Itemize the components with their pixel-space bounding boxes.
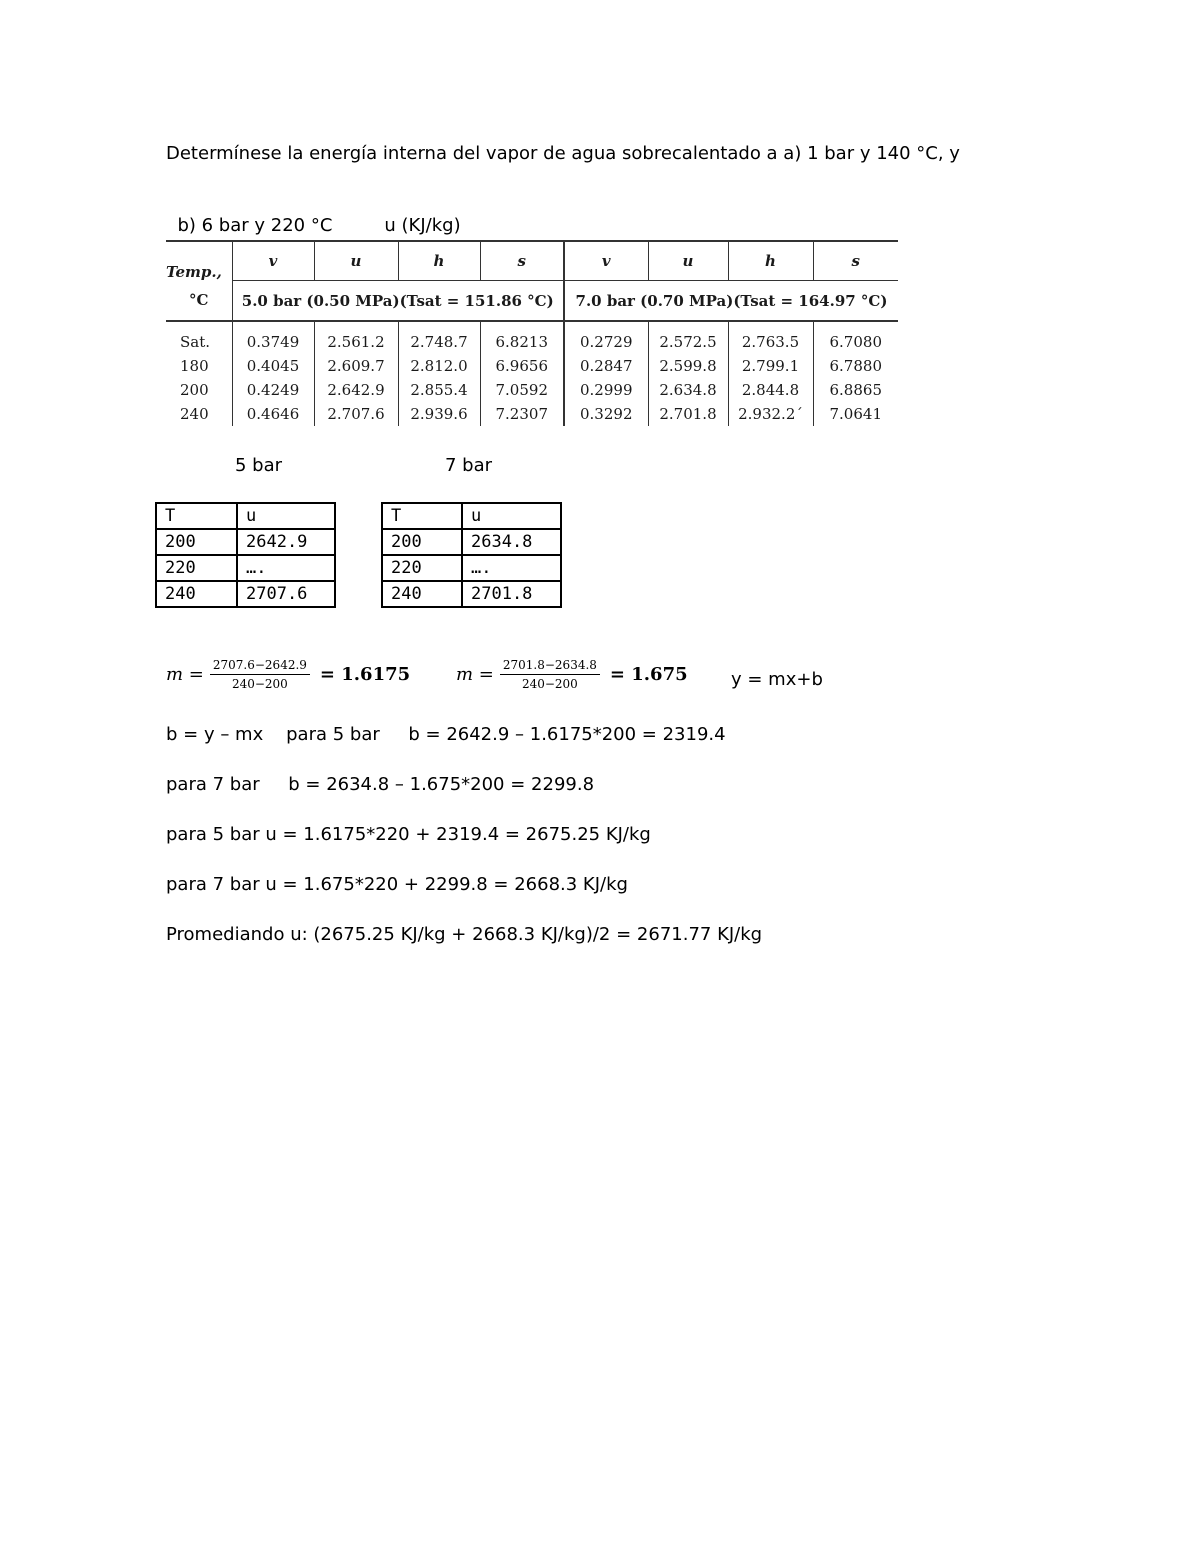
table-cell: 2.799.1 <box>728 354 813 378</box>
intercept-line-7-bar: para 7 bar b = 2634.8 – 1.675*200 = 2299.8 <box>166 774 595 795</box>
table-cell: 0.2999 <box>564 378 648 402</box>
interp-table-7-bar <box>381 502 562 608</box>
table-cell: 2.812.0 <box>398 354 480 378</box>
table-cell: 7.2307 <box>480 402 564 426</box>
table-cell: 0.4249 <box>232 378 314 402</box>
table-row <box>166 378 898 402</box>
table-row <box>156 581 335 607</box>
group-5bar-label: 5.0 bar (0.50 MPa)(Tsat = 151.86 °C) <box>232 281 564 322</box>
problem-part-b: b) 6 bar y 220 °C <box>177 215 333 236</box>
table-cell: u <box>237 503 335 529</box>
slope-equation-7-bar <box>456 658 688 691</box>
table-cell: 2.939.6 <box>398 402 480 426</box>
table-row <box>382 529 561 555</box>
table-cell: 240 <box>156 581 237 607</box>
table-cell: 2.642.9 <box>314 378 398 402</box>
label-7-bar: 7 bar <box>445 455 493 476</box>
fraction <box>210 658 310 691</box>
table-cell: 0.3292 <box>564 402 648 426</box>
table-cell: 2.932.2´ <box>728 402 813 426</box>
table-cell: …. <box>237 555 335 581</box>
temp-header: Temp., <box>166 241 232 281</box>
table-cell: 2.599.8 <box>648 354 728 378</box>
table-cell: 200 <box>180 381 209 399</box>
col-v-7bar: v <box>564 241 648 281</box>
table-row <box>156 529 335 555</box>
slope-symbol: m = <box>166 664 204 685</box>
table-cell: 180 <box>180 357 209 375</box>
average-line: Promediando u: (2675.25 KJ/kg + 2668.3 KJ/kg)/2 = 2671.77 KJ/kg <box>166 924 763 945</box>
table-cell: 2.561.2 <box>314 321 398 354</box>
table-cell: 0.2729 <box>564 321 648 354</box>
problem-statement-line-2 <box>166 193 461 237</box>
fraction-denominator: 240−200 <box>521 677 578 691</box>
table-cell: 0.4045 <box>232 354 314 378</box>
table-cell: 2.572.5 <box>648 321 728 354</box>
table-cell: T <box>156 503 237 529</box>
table-cell: 0.3749 <box>232 321 314 354</box>
problem-statement-line-1: Determínese la energía interna del vapor de agua sobrecalentado a a) 1 bar y 140 °C, y <box>166 143 960 164</box>
interp-table-5-bar <box>155 502 336 608</box>
col-s-5bar: s <box>480 241 564 281</box>
table-row <box>382 503 561 529</box>
linear-equation: y = mx+b <box>731 669 823 690</box>
table-cell: 7.0641 <box>813 402 898 426</box>
table-cell: 2634.8 <box>462 529 561 555</box>
table-row <box>382 555 561 581</box>
table-row <box>166 402 898 426</box>
table-cell: 2701.8 <box>462 581 561 607</box>
temp-unit: °C <box>166 281 232 322</box>
table-row <box>156 503 335 529</box>
table-cell: u <box>462 503 561 529</box>
unit-label: u (KJ/kg) <box>384 215 461 236</box>
intercept-line-5-bar: b = y – mx para 5 bar b = 2642.9 – 1.6175*200 = 2319.4 <box>166 724 726 745</box>
table-cell: 2.707.6 <box>314 402 398 426</box>
table-row <box>156 555 335 581</box>
fraction-denominator: 240−200 <box>231 677 288 691</box>
slope-result: = 1.6175 <box>319 664 411 685</box>
col-h-5bar: h <box>398 241 480 281</box>
table-cell: 2.748.7 <box>398 321 480 354</box>
table-cell: 240 <box>382 581 462 607</box>
table-cell: 2.609.7 <box>314 354 398 378</box>
table-row <box>166 354 898 378</box>
table-cell: T <box>382 503 462 529</box>
table-cell: 0.4646 <box>232 402 314 426</box>
slope-result: = 1.675 <box>609 664 688 685</box>
table-cell: 6.7080 <box>813 321 898 354</box>
col-h-7bar: h <box>728 241 813 281</box>
col-s-7bar: s <box>813 241 898 281</box>
table-cell: 200 <box>382 529 462 555</box>
table-cell: 2.855.4 <box>398 378 480 402</box>
energy-line-5-bar: para 5 bar u = 1.6175*220 + 2319.4 = 2675.25 KJ/kg <box>166 824 651 845</box>
table-cell: 2.763.5 <box>728 321 813 354</box>
col-u-5bar: u <box>314 241 398 281</box>
table-cell: 6.9656 <box>480 354 564 378</box>
steam-table <box>166 240 898 426</box>
col-v-5bar: v <box>232 241 314 281</box>
table-cell: 2.634.8 <box>648 378 728 402</box>
table-cell: 7.0592 <box>480 378 564 402</box>
label-5-bar: 5 bar <box>235 455 283 476</box>
table-cell: 220 <box>382 555 462 581</box>
table-cell: 0.2847 <box>564 354 648 378</box>
slope-equation-5-bar <box>166 658 410 691</box>
table-cell: 2642.9 <box>237 529 335 555</box>
table-cell: 2707.6 <box>237 581 335 607</box>
col-u-7bar: u <box>648 241 728 281</box>
table-cell: 220 <box>156 555 237 581</box>
group-7bar-label: 7.0 bar (0.70 MPa)(Tsat = 164.97 °C) <box>564 281 898 322</box>
table-cell: …. <box>462 555 561 581</box>
table-cell: 6.8865 <box>813 378 898 402</box>
table-row <box>166 321 898 354</box>
table-cell: 2.701.8 <box>648 402 728 426</box>
energy-line-7-bar: para 7 bar u = 1.675*220 + 2299.8 = 2668.3 KJ/kg <box>166 874 628 895</box>
table-cell: 200 <box>156 529 237 555</box>
table-cell: 6.7880 <box>813 354 898 378</box>
table-row <box>382 581 561 607</box>
table-cell: Sat. <box>180 333 211 351</box>
table-cell: 240 <box>180 405 209 423</box>
slope-symbol: m = <box>456 664 494 685</box>
fraction-numerator: 2707.6−2642.9 <box>210 658 310 675</box>
table-cell: 6.8213 <box>480 321 564 354</box>
fraction-numerator: 2701.8−2634.8 <box>500 658 600 675</box>
table-cell: 2.844.8 <box>728 378 813 402</box>
fraction <box>500 658 600 691</box>
